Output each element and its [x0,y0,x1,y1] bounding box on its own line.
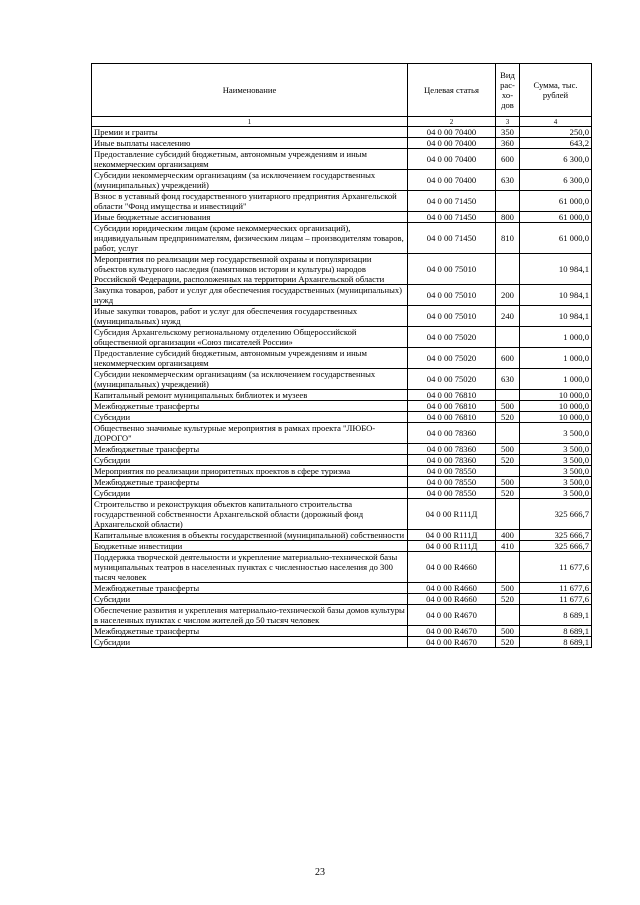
row-name: Иные выплаты населению [92,138,408,149]
row-code: 04 0 00 78360 [408,455,496,466]
row-type: 500 [496,583,520,594]
table-row [92,191,592,212]
table-row [92,499,592,530]
row-name: Межбюджетные трансферты [92,477,408,488]
row-type: 240 [496,306,520,327]
row-type [496,466,520,477]
row-type: 630 [496,369,520,390]
row-code: 04 0 00 R111Д [408,530,496,541]
row-code: 04 0 00 75020 [408,327,496,348]
row-type [496,327,520,348]
table-row [92,488,592,499]
row-code: 04 0 00 78360 [408,423,496,444]
row-name: Субсидии юридическим лицам (кроме некоммерческих организаций), индивидуальным предпринимателям, физическим лицам – производителям товаров, работ, услуг [92,223,408,254]
row-sum: 1 000,0 [520,348,592,369]
row-code: 04 0 00 76810 [408,390,496,401]
row-name: Иные закупки товаров, работ и услуг для обеспечения государственных (муниципальных) нужд [92,306,408,327]
row-code: 04 0 00 R4670 [408,605,496,626]
row-name: Субсидии некоммерческим организациям (за исключением государственных (муниципальных) учреждений) [92,369,408,390]
row-name: Межбюджетные трансферты [92,583,408,594]
row-sum: 10 984,1 [520,306,592,327]
row-type: 520 [496,637,520,648]
column-number-row [92,117,592,127]
row-sum: 10 000,0 [520,412,592,423]
row-sum: 61 000,0 [520,212,592,223]
row-sum: 61 000,0 [520,223,592,254]
row-sum: 325 666,7 [520,499,592,530]
header-code: Целевая статья [408,64,496,117]
table-row [92,605,592,626]
row-sum: 8 689,1 [520,626,592,637]
row-sum: 8 689,1 [520,637,592,648]
row-name: Предоставление субсидий бюджетным, автономным учреждениям и иным некоммерческим организациям [92,348,408,369]
row-name: Субсидии [92,412,408,423]
row-sum: 3 500,0 [520,455,592,466]
row-type [496,191,520,212]
row-name: Поддержка творческой деятельности и укрепление материально-технической базы муниципальных театров в населенных пунктах с численностью населения до 300 тысяч человек [92,552,408,583]
row-name: Субсидии [92,637,408,648]
row-code: 04 0 00 78550 [408,488,496,499]
row-sum: 10 000,0 [520,390,592,401]
row-name: Взнос в уставный фонд государственного унитарного предприятия Архангельской области "Фонд имущества и инвестиций" [92,191,408,212]
row-type: 500 [496,401,520,412]
row-code: 04 0 00 71450 [408,191,496,212]
table-row [92,423,592,444]
page-number: 23 [315,867,325,878]
row-code: 04 0 00 76810 [408,401,496,412]
row-name: Субсидия Архангельскому региональному отделению Общероссийской общественной организации «Союз писателей России» [92,327,408,348]
row-name: Мероприятия по реализации мер государственной охраны и популяризации объектов культурного наследия (памятников истории и культуры) народов Российской Федерации, расположенных на территории Архангельской области [92,254,408,285]
row-type: 500 [496,626,520,637]
table-body [92,127,592,648]
column-number: 4 [520,117,592,127]
row-code: 04 0 00 71450 [408,223,496,254]
row-type [496,499,520,530]
table-row [92,477,592,488]
table-row [92,594,592,605]
table-row [92,369,592,390]
row-name: Субсидии некоммерческим организациям (за исключением государственных (муниципальных) учреждений) [92,170,408,191]
row-code: 04 0 00 R4660 [408,552,496,583]
row-name: Межбюджетные трансферты [92,401,408,412]
row-type: 500 [496,444,520,455]
table-row [92,285,592,306]
row-sum: 61 000,0 [520,191,592,212]
row-type: 520 [496,455,520,466]
row-name: Бюджетные инвестиции [92,541,408,552]
table-row [92,390,592,401]
column-number: 3 [496,117,520,127]
row-type: 200 [496,285,520,306]
row-sum: 11 677,6 [520,583,592,594]
table-row [92,412,592,423]
row-name: Субсидии [92,455,408,466]
table-row [92,444,592,455]
row-sum: 6 300,0 [520,170,592,191]
row-sum: 8 689,1 [520,605,592,626]
row-code: 04 0 00 78550 [408,477,496,488]
row-code: 04 0 00 70400 [408,170,496,191]
row-code: 04 0 00 71450 [408,212,496,223]
row-name: Субсидии [92,594,408,605]
row-code: 04 0 00 R4660 [408,594,496,605]
row-name: Закупка товаров, работ и услуг для обеспечения государственных (муниципальных) нужд [92,285,408,306]
row-sum: 250,0 [520,127,592,138]
row-name: Межбюджетные трансферты [92,444,408,455]
row-type [496,423,520,444]
row-code: 04 0 00 70400 [408,127,496,138]
table-row [92,626,592,637]
row-sum: 6 300,0 [520,149,592,170]
row-sum: 325 666,7 [520,530,592,541]
row-type: 350 [496,127,520,138]
table-row [92,170,592,191]
row-name: Межбюджетные трансферты [92,626,408,637]
row-sum: 3 500,0 [520,444,592,455]
row-type [496,605,520,626]
row-name: Капитальные вложения в объекты государственной (муниципальной) собственности [92,530,408,541]
header-type: Вид рас- хо- дов [496,64,520,117]
header-name: Наименование [92,64,408,117]
row-name: Иные бюджетные ассигнования [92,212,408,223]
table-row [92,530,592,541]
row-sum: 11 677,6 [520,594,592,605]
table-row [92,138,592,149]
row-sum: 3 500,0 [520,477,592,488]
row-type: 360 [496,138,520,149]
row-code: 04 0 00 78550 [408,466,496,477]
table-row [92,223,592,254]
row-sum: 3 500,0 [520,423,592,444]
row-code: 04 0 00 75020 [408,369,496,390]
row-type: 410 [496,541,520,552]
row-code: 04 0 00 70400 [408,138,496,149]
row-type: 810 [496,223,520,254]
table-row [92,254,592,285]
row-sum: 10 984,1 [520,285,592,306]
row-type: 500 [496,477,520,488]
row-type [496,390,520,401]
row-name: Общественно значимые культурные мероприятия в рамках проекта "ЛЮБО-ДОРОГО" [92,423,408,444]
row-code: 04 0 00 78360 [408,444,496,455]
row-name: Премии и гранты [92,127,408,138]
row-name: Строительство и реконструкция объектов капитального строительства государственной собственности Архангельской области (дорожный фонд Архангельской области) [92,499,408,530]
row-type: 600 [496,348,520,369]
row-code: 04 0 00 76810 [408,412,496,423]
row-sum: 10 984,1 [520,254,592,285]
row-name: Субсидии [92,488,408,499]
table-row [92,348,592,369]
row-type: 400 [496,530,520,541]
row-code: 04 0 00 R111Д [408,541,496,552]
row-sum: 1 000,0 [520,369,592,390]
table-row [92,541,592,552]
row-code: 04 0 00 R111Д [408,499,496,530]
row-sum: 325 666,7 [520,541,592,552]
table-row [92,552,592,583]
row-type: 520 [496,594,520,605]
row-type: 520 [496,412,520,423]
row-code: 04 0 00 75020 [408,348,496,369]
table-row [92,637,592,648]
row-type: 630 [496,170,520,191]
column-number: 2 [408,117,496,127]
table-row [92,455,592,466]
row-name: Капитальный ремонт муниципальных библиотек и музеев [92,390,408,401]
row-type [496,552,520,583]
row-name: Предоставление субсидий бюджетным, автономным учреждениям и иным некоммерческим организациям [92,149,408,170]
row-code: 04 0 00 75010 [408,254,496,285]
row-sum: 10 000,0 [520,401,592,412]
budget-table [91,63,592,648]
row-code: 04 0 00 75010 [408,285,496,306]
row-code: 04 0 00 70400 [408,149,496,170]
row-type: 800 [496,212,520,223]
table-row [92,306,592,327]
table-row [92,212,592,223]
table-row [92,401,592,412]
row-sum: 11 677,6 [520,552,592,583]
row-name: Обеспечение развития и укрепления материально-технической базы домов культуры в населенных пунктах с числом жителей до 50 тысяч человек [92,605,408,626]
table-header-row [92,64,592,117]
table-row [92,127,592,138]
table-row [92,466,592,477]
row-code: 04 0 00 R4670 [408,637,496,648]
row-code: 04 0 00 R4670 [408,626,496,637]
table-row [92,149,592,170]
row-code: 04 0 00 75010 [408,306,496,327]
row-type: 520 [496,488,520,499]
row-sum: 3 500,0 [520,466,592,477]
row-code: 04 0 00 R4660 [408,583,496,594]
table-row [92,327,592,348]
row-sum: 3 500,0 [520,488,592,499]
row-sum: 643,2 [520,138,592,149]
table-row [92,583,592,594]
row-name: Мероприятия по реализации приоритетных проектов в сфере туризма [92,466,408,477]
row-sum: 1 000,0 [520,327,592,348]
column-number: 1 [92,117,408,127]
row-type [496,254,520,285]
row-type: 600 [496,149,520,170]
header-sum: Сумма, тыс. рублей [520,64,592,117]
